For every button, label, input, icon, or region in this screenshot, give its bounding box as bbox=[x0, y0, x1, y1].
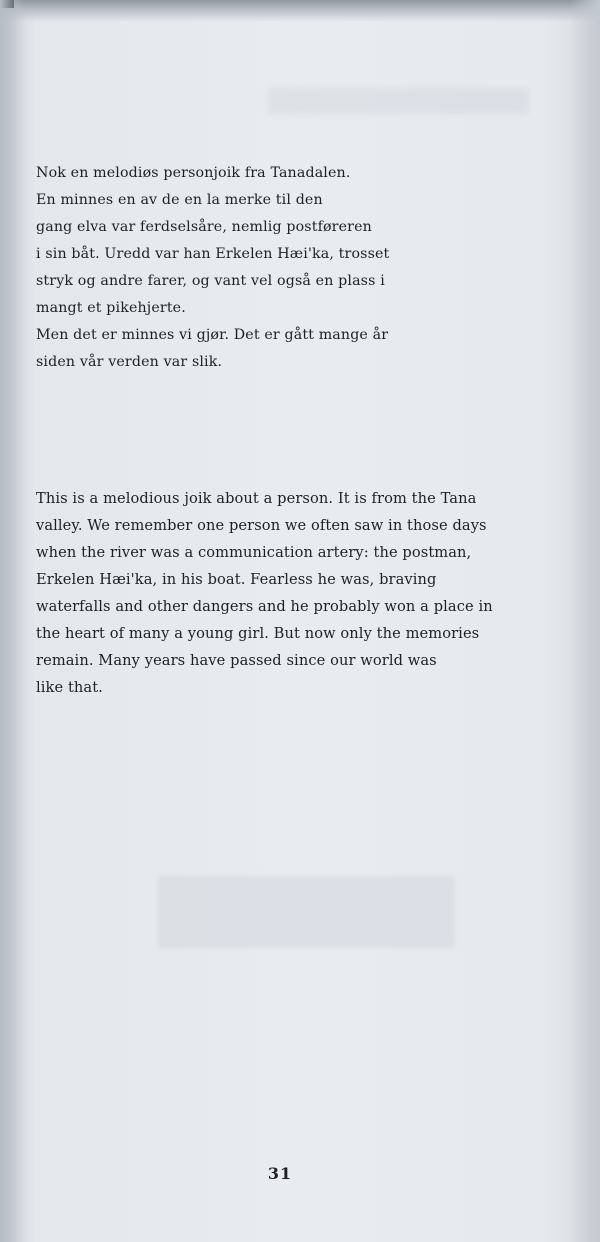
text-line: siden vår verden var slik. bbox=[36, 354, 223, 370]
text-line: This is a melodious joik about a person. It is from the Tana bbox=[36, 490, 477, 507]
left-edge-shadow bbox=[0, 0, 26, 1242]
text-line: remain. Many years have passed since our world was bbox=[36, 652, 437, 669]
text-line: gang elva var ferdselsåre, nemlig postføreren bbox=[36, 219, 372, 235]
text-line: Erkelen Hæi'ka, in his boat. Fearless he was, braving bbox=[36, 571, 437, 588]
text-line: the heart of many a young girl. But now only the memories bbox=[36, 625, 480, 642]
page-number: 31 bbox=[267, 1164, 293, 1183]
show-through-heading bbox=[268, 88, 528, 114]
text-line: i sin båt. Uredd var han Erkelen Hæi'ka, trosset bbox=[36, 246, 390, 262]
text-line: when the river was a communication artery: the postman, bbox=[36, 544, 472, 561]
text-line: En minnes en av de en la merke til den bbox=[36, 192, 323, 208]
text-line: like that. bbox=[36, 679, 103, 696]
show-through-block bbox=[158, 876, 454, 948]
text-line: waterfalls and other dangers and he probably won a place in bbox=[36, 598, 493, 615]
top-edge-shadow bbox=[0, 0, 600, 22]
text-line: Nok en melodiøs personjoik fra Tanadalen. bbox=[36, 165, 351, 181]
text-line: valley. We remember one person we often saw in those days bbox=[36, 517, 487, 534]
norwegian-paragraph bbox=[36, 160, 389, 376]
text-line: Men det er minnes vi gjør. Det er gått mange år bbox=[36, 327, 389, 343]
english-paragraph bbox=[36, 485, 493, 701]
right-edge-shadow bbox=[570, 0, 600, 1242]
text-line: mangt et pikehjerte. bbox=[36, 300, 186, 316]
text-line: stryk og andre farer, og vant vel også en plass i bbox=[36, 273, 385, 289]
